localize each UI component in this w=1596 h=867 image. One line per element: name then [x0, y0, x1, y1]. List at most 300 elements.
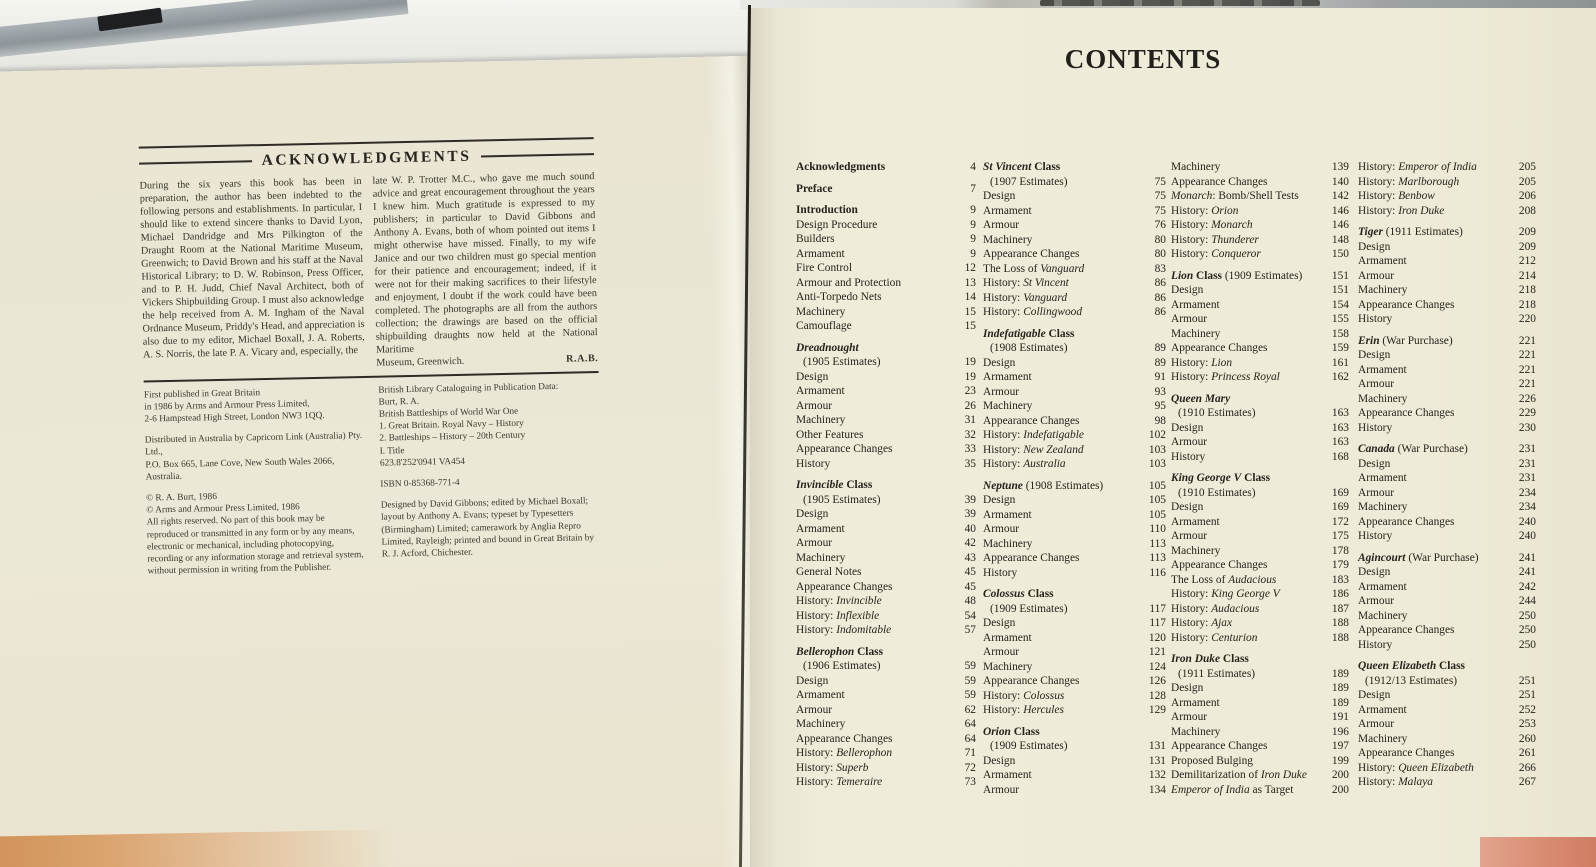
bottom-right-cover-edge: [1480, 837, 1596, 867]
publication-paragraph: First published in Great Britain in 1986 by Arms and Armour Press Limited, 2-6 Hampstead High Street, London NW3 1QQ.: [143, 387, 325, 425]
toc-entry-label: Design: [983, 356, 1016, 369]
toc-entry: [796, 522, 976, 537]
toc-entry-page: 231: [1518, 443, 1536, 455]
toc-entry-label: Machinery: [1358, 392, 1408, 405]
toc-entry-page: 178: [1331, 544, 1349, 557]
toc-entry-label: (1910 Estimates): [1178, 486, 1256, 499]
toc-entry-label: Armament: [983, 371, 1032, 383]
toc-entry-page: 140: [1331, 175, 1349, 188]
toc-entry: [983, 218, 1166, 233]
toc-entry-page: 205: [1518, 161, 1536, 173]
toc-entry-label: History: [1171, 450, 1206, 463]
toc-entry-label: Armour: [983, 219, 1020, 231]
toc-entry: [983, 443, 1166, 458]
toc-entry-page: 71: [964, 747, 976, 759]
toc-entry: [1171, 681, 1349, 696]
toc-section-gap: [1171, 464, 1349, 471]
toc-entry-page: 188: [1331, 631, 1349, 644]
toc-entry-page: 62: [964, 703, 976, 716]
toc-entry: [983, 327, 1166, 342]
toc-entry-label: Anti-Torpedo Nets: [796, 291, 882, 303]
toc-entry: [983, 566, 1166, 581]
toc-entry-page: 105: [1148, 494, 1166, 506]
toc-entry-label: Appearance Changes: [1171, 559, 1268, 571]
toc-entry-page: 128: [1148, 689, 1166, 702]
toc-entry: [1171, 602, 1349, 617]
toc-entry-page: 250: [1518, 638, 1536, 651]
toc-entry-page: 76: [1154, 219, 1166, 231]
toc-entry-label: Builders: [796, 233, 835, 245]
toc-entry-label: History: St Vincent: [983, 277, 1069, 289]
toc-entry: [983, 189, 1166, 204]
toc-section-gap: [1358, 652, 1536, 659]
toc-entry-label: Appearance Changes: [1171, 740, 1268, 752]
toc-entry: [796, 775, 976, 790]
toc-entry-page: 226: [1518, 392, 1536, 405]
toc-entry: [796, 761, 976, 776]
toc-entry-label: Camouflage: [796, 320, 852, 332]
toc-entry-label: Machinery: [796, 551, 846, 564]
toc-entry: [983, 356, 1166, 371]
toc-entry-label: History: Vanguard: [983, 291, 1068, 304]
toc-entry-page: 132: [1148, 769, 1166, 781]
toc-entry: [1358, 565, 1536, 580]
toc-entry: [983, 660, 1166, 675]
toc-entry-label: History: Audacious: [1171, 602, 1260, 615]
toc-entry-page: 86: [1154, 291, 1166, 304]
toc-entry: [1171, 218, 1349, 233]
toc-entry: [796, 674, 976, 689]
toc-entry-label: History: [1358, 638, 1393, 651]
toc-entry-label: Appearance Changes: [1358, 515, 1455, 528]
toc-entry: [1358, 674, 1536, 689]
toc-entry-page: 214: [1518, 269, 1536, 282]
toc-entry-page: 188: [1331, 617, 1349, 629]
toc-entry-page: 42: [964, 537, 976, 549]
toc-entry: [796, 478, 976, 493]
toc-entry-page: 43: [964, 551, 976, 564]
toc-entry: [796, 623, 976, 638]
toc-entry-label: Machinery: [1358, 732, 1408, 745]
toc-entry: [1171, 667, 1349, 682]
toc-entry: [1171, 573, 1349, 588]
toc-entry: [796, 594, 976, 609]
toc-entry-label: Armament: [1171, 298, 1220, 311]
toc-entry: [1171, 500, 1349, 515]
toc-entry-page: 196: [1331, 725, 1349, 738]
toc-entry-page: 86: [1154, 277, 1166, 289]
heading-rule-right: [481, 153, 594, 157]
toc-entry-label: Orion Class: [983, 725, 1040, 738]
toc-entry: [1358, 377, 1536, 392]
toc-entry-page: 31: [964, 414, 976, 426]
toc-entry-label: Neptune (1908 Estimates): [983, 479, 1104, 492]
toc-entry-label: Machinery: [983, 660, 1033, 673]
toc-entry-label: (1906 Estimates): [803, 660, 881, 672]
toc-entry-page: 234: [1518, 486, 1536, 499]
toc-entry-label: History: Monarch: [1171, 219, 1253, 231]
toc-entry: [796, 565, 976, 580]
toc-entry: [1358, 732, 1536, 747]
toc-entry: [1171, 696, 1349, 711]
toc-entry-label: Armament: [1358, 363, 1407, 376]
toc-entry: [796, 305, 976, 320]
publication-paragraph: British Library Cataloguing in Publication Data: Burt, R. A. British Battleships of World War One 1. Great Britain. Royal Navy – History 2. Battleships – History – 20th Century I. Title 623.8'252'0941 VA454: [378, 381, 559, 469]
toc-entry-label: Machinery: [1171, 544, 1221, 557]
toc-entry-page: 15: [964, 320, 976, 332]
toc-entry-label: Design: [1171, 682, 1204, 694]
toc-entry-page: 113: [1149, 537, 1166, 550]
toc-entry-label: Queen Elizabeth Class: [1358, 660, 1465, 672]
toc-entry: [983, 674, 1166, 689]
toc-entry: [1171, 558, 1349, 573]
toc-entry-label: Design: [796, 508, 829, 520]
toc-entry-label: Appearance Changes: [1358, 298, 1455, 311]
toc-entry: [983, 247, 1166, 262]
toc-entry-label: Design: [1358, 240, 1391, 253]
toc-entry: [796, 247, 976, 262]
toc-entry: [983, 689, 1166, 704]
toc-entry: [796, 319, 976, 334]
toc-column-1: [796, 160, 976, 790]
publication-column-2: [378, 380, 603, 582]
toc-entry-page: 89: [1154, 342, 1166, 354]
toc-entry-label: Design: [983, 494, 1016, 506]
toc-entry: [1171, 247, 1349, 262]
toc-entry-label: History: [796, 457, 831, 470]
toc-entry: [1358, 240, 1536, 255]
toc-entry: [1171, 652, 1349, 667]
toc-entry: [983, 414, 1166, 429]
toc-entry-page: 168: [1331, 450, 1349, 463]
left-page: [0, 56, 769, 867]
toc-entry: [1171, 783, 1349, 798]
toc-entry-label: (1908 Estimates): [990, 342, 1068, 354]
toc-entry-label: Armour: [1358, 269, 1395, 282]
toc-entry-page: 102: [1148, 429, 1166, 441]
toc-entry: [796, 370, 976, 385]
toc-entry: [983, 522, 1166, 537]
toc-entry: [1358, 703, 1536, 718]
toc-entry: [796, 442, 976, 457]
toc-entry-label: Design Procedure: [796, 218, 878, 231]
toc-entry: [1171, 406, 1349, 421]
toc-entry-label: Machinery: [983, 537, 1033, 550]
toc-entry-page: 208: [1518, 204, 1536, 217]
toc-entry-page: 169: [1331, 501, 1349, 513]
toc-entry-label: History: Indomitable: [796, 624, 892, 636]
toc-section-gap: [796, 471, 976, 478]
toc-entry-page: 32: [964, 428, 976, 441]
toc-entry-page: 151: [1331, 269, 1349, 282]
toc-entry-page: 75: [1154, 175, 1166, 188]
toc-entry-label: Appearance Changes: [1358, 747, 1455, 759]
toc-entry: [1358, 312, 1536, 327]
toc-entry-page: 231: [1518, 472, 1536, 484]
toc-entry-label: Design: [796, 370, 829, 383]
toc-entry-label: Appearance Changes: [1171, 342, 1268, 354]
toc-entry: [1171, 233, 1349, 248]
toc-entry: [983, 768, 1166, 783]
toc-entry: [1358, 254, 1536, 269]
toc-entry-page: 155: [1331, 313, 1349, 325]
toc-entry-page: 83: [1154, 262, 1166, 275]
toc-entry: [1171, 327, 1349, 342]
toc-entry: [983, 602, 1166, 617]
toc-entry: [1358, 334, 1536, 349]
toc-entry-label: History: Lion: [1171, 356, 1233, 369]
toc-entry-page: 14: [964, 291, 976, 303]
bottom-left-page-edge: [0, 830, 394, 867]
toc-entry: [1171, 392, 1349, 407]
toc-entry-page: 244: [1518, 595, 1536, 607]
toc-entry-label: History: Iron Duke: [1358, 204, 1445, 217]
toc-entry-label: Preface: [796, 182, 833, 195]
toc-entry: [983, 428, 1166, 443]
toc-entry: [983, 739, 1166, 754]
toc-entry-label: Armament: [1358, 703, 1407, 716]
toc-entry-page: 105: [1148, 479, 1166, 492]
toc-entry-page: 116: [1149, 566, 1166, 579]
page-edges-smudge: [1040, 0, 1320, 6]
toc-entry-page: 221: [1518, 349, 1536, 361]
toc-entry: [1171, 631, 1349, 646]
toc-entry-label: Design: [983, 190, 1016, 202]
toc-entry: [1358, 189, 1536, 204]
toc-entry-label: Armament: [983, 631, 1032, 644]
toc-entry-label: Armour: [1358, 718, 1395, 730]
toc-entry: [1171, 298, 1349, 313]
toc-entry-page: 150: [1331, 248, 1349, 260]
toc-entry-page: 45: [964, 566, 976, 578]
toc-entry: [796, 717, 976, 732]
toc-entry-page: 250: [1518, 624, 1536, 636]
toc-section-gap: [796, 334, 976, 341]
toc-entry: [1171, 435, 1349, 450]
toc-entry-label: Other Features: [796, 428, 864, 441]
toc-entry: [796, 746, 976, 761]
toc-entry-label: Tiger (1911 Estimates): [1358, 226, 1463, 238]
toc-entry-page: 15: [964, 305, 976, 318]
toc-entry-label: History: Emperor of India: [1358, 161, 1477, 173]
toc-entry: [1171, 189, 1349, 204]
toc-entry: [1171, 204, 1349, 219]
toc-entry-label: Armament: [983, 204, 1032, 217]
toc-entry-label: Appearance Changes: [983, 552, 1080, 564]
toc-entry-page: 134: [1148, 783, 1166, 796]
toc-entry: [796, 703, 976, 718]
toc-section-gap: [1171, 262, 1349, 269]
toc-entry-page: 12: [964, 262, 976, 274]
toc-entry: [1171, 616, 1349, 631]
toc-entry-label: Armour: [1171, 313, 1208, 325]
toc-entry-page: 98: [1154, 414, 1166, 427]
toc-column-2: [983, 160, 1166, 797]
toc-entry: [1358, 717, 1536, 732]
toc-entry-label: History: Temeraire: [796, 776, 883, 788]
toc-entry: [796, 659, 976, 674]
toc-entry-page: 200: [1331, 783, 1349, 796]
toc-entry-label: Appearance Changes: [983, 248, 1080, 260]
toc-entry: [796, 507, 976, 522]
toc-entry-page: 124: [1148, 660, 1166, 673]
toc-entry: [796, 688, 976, 703]
toc-entry-page: 250: [1518, 609, 1536, 622]
table-of-contents: [750, 160, 1596, 867]
toc-entry-page: 64: [964, 732, 976, 745]
toc-entry: [983, 457, 1166, 472]
toc-entry: [796, 355, 976, 370]
toc-entry: [983, 587, 1166, 602]
publication-column-1: [144, 384, 369, 586]
toc-entry-label: Armour: [1171, 530, 1208, 542]
toc-entry-label: Machinery: [983, 400, 1033, 412]
toc-entry-page: 206: [1518, 190, 1536, 202]
toc-entry-label: History: Princess Royal: [1171, 371, 1280, 383]
toc-entry: [1358, 746, 1536, 761]
toc-entry-label: Monarch: Bomb/Shell Tests: [1171, 190, 1299, 202]
toc-entry-label: Machinery: [1171, 327, 1221, 340]
toc-entry: [1358, 529, 1536, 544]
toc-entry: [1358, 609, 1536, 624]
toc-entry-page: 40: [964, 522, 976, 535]
toc-entry-page: 163: [1331, 436, 1349, 448]
toc-entry-label: Design: [1171, 501, 1204, 513]
toc-entry-label: Machinery: [983, 233, 1033, 246]
toc-entry-label: History: Collingwood: [983, 306, 1083, 318]
toc-entry-label: Armament: [796, 522, 845, 535]
toc-entry: [1171, 710, 1349, 725]
toc-entry: [983, 479, 1166, 494]
toc-entry: [1358, 775, 1536, 790]
toc-entry-page: 234: [1518, 501, 1536, 513]
toc-entry-page: 252: [1518, 703, 1536, 716]
toc-entry-page: 39: [964, 493, 976, 506]
toc-entry-page: 163: [1331, 421, 1349, 434]
toc-entry: [1358, 269, 1536, 284]
toc-entry: [1171, 768, 1349, 783]
toc-entry-page: 209: [1518, 226, 1536, 238]
toc-entry-label: The Loss of Vanguard: [983, 262, 1085, 275]
acknowledgments-text: [139, 170, 598, 374]
toc-entry-label: Design: [1358, 689, 1391, 701]
toc-entry: [983, 233, 1166, 248]
toc-entry-page: 221: [1518, 363, 1536, 376]
toc-entry-label: Design: [1358, 349, 1391, 361]
toc-entry-page: 197: [1331, 740, 1349, 752]
contents-title: CONTENTS: [1064, 44, 1222, 74]
toc-entry-label: History: Hercules: [983, 704, 1064, 716]
acknowledgments-heading: ACKNOWLEDGMENTS: [261, 147, 472, 170]
toc-entry-label: (1910 Estimates): [1178, 407, 1256, 419]
toc-entry: [983, 551, 1166, 566]
toc-entry-page: 131: [1148, 740, 1166, 752]
toc-entry-page: 89: [1154, 356, 1166, 369]
toc-entry: [1171, 471, 1349, 486]
toc-entry-page: 161: [1331, 356, 1349, 369]
toc-entry-page: 205: [1518, 175, 1536, 188]
toc-entry: [796, 276, 976, 291]
toc-entry: [1358, 457, 1536, 472]
toc-entry: [1171, 370, 1349, 385]
acknowledgments-column-2: [372, 170, 598, 370]
toc-column-4: [1358, 160, 1536, 790]
toc-entry: [796, 232, 976, 247]
publication-paragraph: ISBN 0-85368-771-4: [380, 477, 460, 490]
toc-entry: [1171, 587, 1349, 602]
toc-entry: [1358, 348, 1536, 363]
toc-entry: [1358, 500, 1536, 515]
toc-entry-page: 209: [1518, 240, 1536, 253]
toc-entry: [1171, 529, 1349, 544]
toc-entry: [796, 384, 976, 399]
toc-entry: [1358, 551, 1536, 566]
publication-paragraph: © R. A. Burt, 1986 © Arms and Armour Press Limited, 1986 All rights reserved. No part of this book may be reproduced or transmitted in any form or by any means, electronic or mechanical, including photocopying, recording or any information storage and retrieval system, without permission in writing from the Publisher.: [145, 491, 364, 577]
toc-entry-page: 13: [964, 276, 976, 289]
toc-entry-page: 121: [1148, 646, 1166, 658]
toc-entry-page: 110: [1149, 523, 1166, 535]
toc-entry: [796, 551, 976, 566]
toc-entry-label: Armour: [1171, 436, 1208, 448]
toc-entry: [796, 160, 976, 175]
toc-entry: [983, 508, 1166, 523]
toc-entry-page: 251: [1518, 689, 1536, 701]
toc-entry: [983, 385, 1166, 400]
toc-column-3: [1171, 160, 1349, 797]
toc-entry-page: 240: [1518, 530, 1536, 542]
toc-entry-page: 80: [1154, 233, 1166, 246]
toc-entry-label: History: Benbow: [1358, 190, 1435, 202]
toc-entry: [1358, 761, 1536, 776]
toc-entry-page: 19: [964, 356, 976, 368]
toc-entry-page: 7: [970, 182, 976, 195]
toc-entry-label: Armament: [1358, 472, 1407, 484]
toc-entry: [796, 341, 976, 356]
toc-entry: [983, 631, 1166, 646]
toc-entry-page: 169: [1331, 486, 1349, 499]
toc-entry-page: 129: [1148, 704, 1166, 716]
toc-entry-page: 146: [1331, 204, 1349, 217]
toc-entry: [983, 645, 1166, 660]
toc-entry: [796, 182, 976, 197]
toc-entry-page: 120: [1148, 631, 1166, 644]
toc-entry: [1358, 515, 1536, 530]
toc-entry: [796, 580, 976, 595]
toc-entry-label: (1907 Estimates): [990, 175, 1068, 188]
toc-entry-label: Design: [1358, 457, 1391, 470]
toc-entry-label: History: Colossus: [983, 689, 1065, 702]
toc-entry: [1358, 659, 1536, 674]
toc-entry-label: Dreadnought: [796, 341, 859, 354]
toc-entry: [1171, 739, 1349, 754]
toc-entry-label: Acknowledgments: [796, 161, 886, 173]
toc-entry-page: 266: [1518, 761, 1536, 774]
toc-entry-label: Proposed Bulging: [1171, 754, 1253, 767]
toc-entry-page: 131: [1148, 754, 1166, 767]
toc-entry-page: 186: [1331, 588, 1349, 600]
toc-entry-label: History: Malaya: [1358, 776, 1433, 788]
toc-entry-label: (1909 Estimates): [990, 740, 1068, 752]
toc-entry-page: 19: [964, 370, 976, 383]
toc-entry-label: History: King George V: [1171, 588, 1280, 600]
toc-entry-label: History: Bellerophon: [796, 747, 893, 759]
toc-entry-page: 59: [964, 660, 976, 672]
toc-entry-label: Appearance Changes: [983, 675, 1080, 687]
toc-entry: [1171, 754, 1349, 769]
toc-entry: [983, 262, 1166, 277]
toc-entry: [796, 645, 976, 660]
toc-section-gap: [983, 580, 1166, 587]
